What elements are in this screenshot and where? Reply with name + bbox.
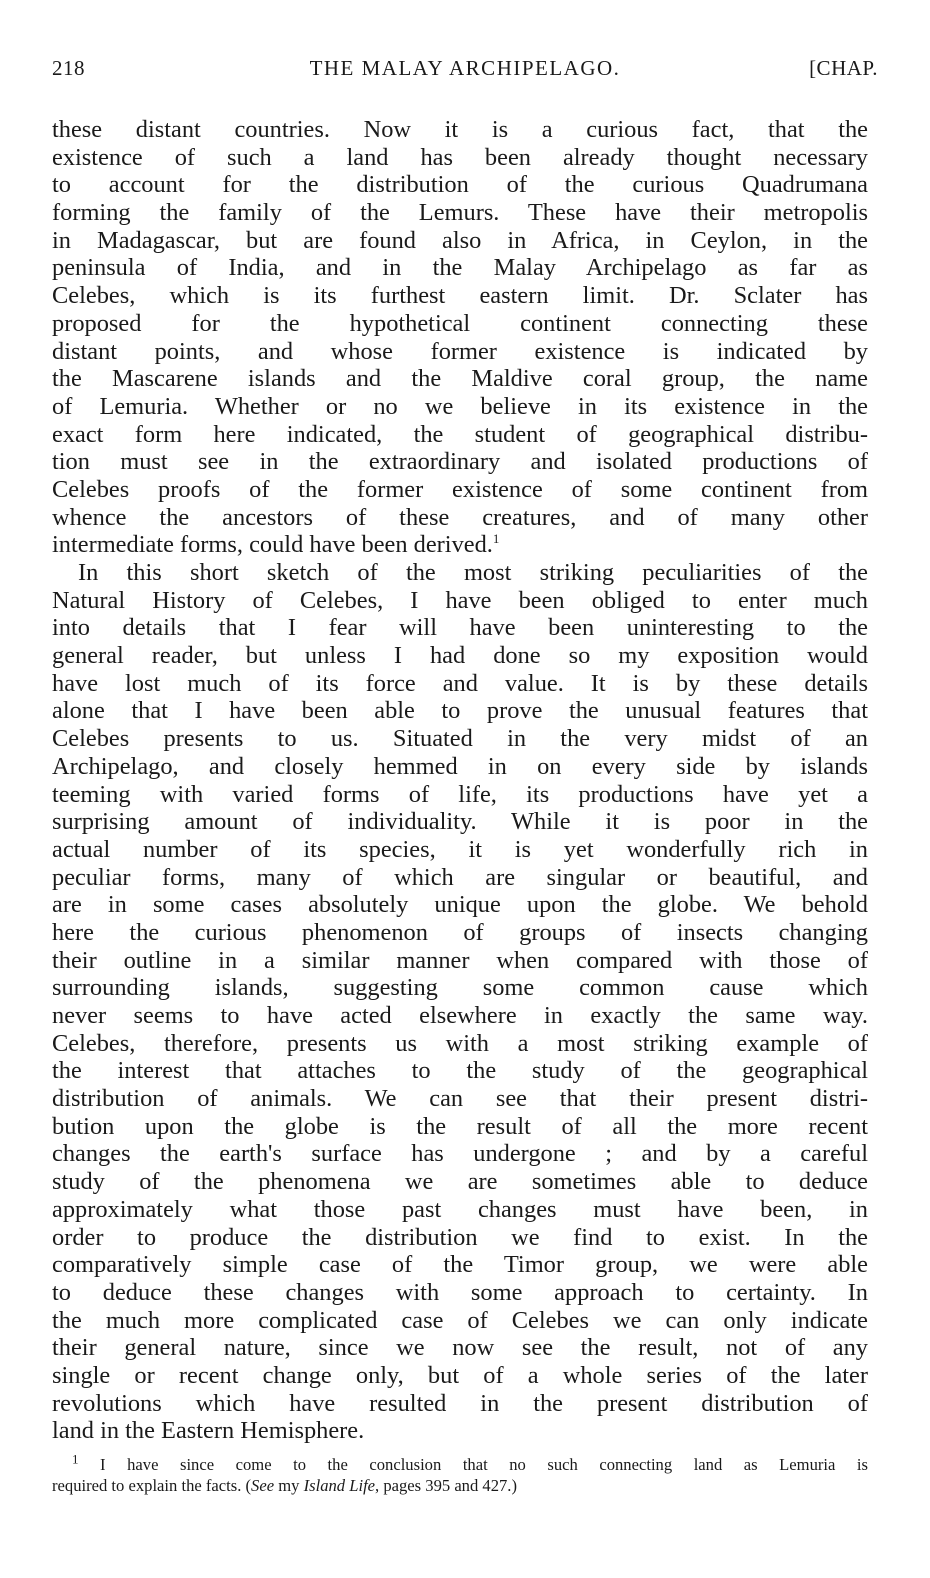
- text-line: [52, 254, 868, 282]
- line-text: approximately what those past changes must have been, in: [52, 1195, 868, 1223]
- line-text: In this short sketch of the most striking peculiarities of the: [78, 559, 868, 586]
- text-line: [52, 448, 868, 476]
- text-line: [52, 974, 868, 1002]
- line-text: their general nature, since we now see the result, not of any: [52, 1334, 868, 1362]
- text-line: [52, 864, 868, 892]
- footnote-pages: , pages 395 and 427.): [375, 1476, 517, 1495]
- text-line: [52, 670, 868, 698]
- line-text: in Madagascar, but are found also in Africa, in Ceylon, in the: [52, 226, 868, 254]
- line-text: Celebes, therefore, presents us with a most striking example of: [52, 1029, 868, 1057]
- text-line: [52, 559, 868, 587]
- line-text: revolutions which have resulted in the present distribution of: [52, 1389, 868, 1417]
- line-text: surprising amount of individuality. While it is poor in the: [52, 808, 868, 836]
- text-line: [52, 365, 868, 393]
- text-line: [52, 1390, 868, 1418]
- text-line: [52, 476, 868, 504]
- text-line: [52, 725, 868, 753]
- line-text: these distant countries. Now it is a curious fact, that the: [52, 116, 868, 143]
- footnote-reference[interactable]: 1: [492, 531, 500, 547]
- line-text: Archipelago, and closely hemmed in on every side by islands: [52, 752, 868, 780]
- line-text: whence the ancestors of these creatures, and of many other: [52, 503, 868, 531]
- text-line: [52, 1279, 868, 1307]
- running-title: THE MALAY ARCHIPELAGO.: [309, 56, 621, 80]
- line-text: order to produce the distribution we find to exist. In the: [52, 1223, 868, 1251]
- line-text: alone that I have been able to prove the unusual features that: [52, 697, 868, 725]
- text-line: [52, 1030, 868, 1058]
- text-line: [52, 1251, 868, 1279]
- text-line: [52, 1002, 868, 1030]
- line-text: of Lemuria. Whether or no we believe in its existence in the: [52, 392, 868, 420]
- line-text: to account for the distribution of the curious Quadrumana: [52, 171, 868, 199]
- line-text: intermediate forms, could have been derived.: [52, 531, 493, 559]
- footnote-see: See: [251, 1476, 275, 1495]
- line-text: peninsula of India, and in the Malay Archipelago as far as: [52, 254, 868, 282]
- line-text: tion must see in the extraordinary and isolated productions of: [52, 448, 868, 476]
- text-line: [52, 504, 868, 532]
- line-text: into details that I fear will have been uninteresting to the: [52, 614, 868, 642]
- text-line: [52, 947, 868, 975]
- line-text: changes the earth's surface has undergone ; and by a careful: [52, 1140, 868, 1168]
- footnote-line-1: [52, 1451, 868, 1475]
- text-line: [52, 1307, 868, 1335]
- footnote-my: my: [274, 1476, 304, 1495]
- line-text: never seems to have acted elsewhere in exactly the same way.: [52, 1002, 868, 1029]
- line-text: surrounding islands, suggesting some common cause which: [52, 974, 868, 1002]
- line-text: existence of such a land has been already thought necessary: [52, 143, 868, 171]
- book-title: Island Life: [303, 1476, 376, 1495]
- line-text: Celebes, which is its furthest eastern limit. Dr. Sclater has: [52, 282, 868, 310]
- text-line: [52, 1334, 868, 1362]
- line-text: here the curious phenomenon of groups of insects changing: [52, 918, 868, 946]
- text-line: [52, 1140, 868, 1168]
- line-text: land in the Eastern Hemisphere.: [52, 1417, 365, 1445]
- text-line: [52, 1168, 868, 1196]
- text-line: [52, 116, 868, 144]
- line-text: general reader, but unless I had done so my exposition would: [52, 642, 868, 670]
- line-text: Natural History of Celebes, I have been obliged to enter much: [52, 586, 868, 614]
- text-line: [52, 421, 868, 449]
- text-line: [52, 781, 868, 809]
- text-line: [52, 1224, 868, 1252]
- text-line: [52, 1057, 868, 1085]
- text-line: [52, 531, 868, 559]
- paragraph-2: [52, 559, 868, 1445]
- line-text: peculiar forms, many of which are singular or beautiful, and: [52, 863, 868, 891]
- text-line: [52, 1113, 868, 1141]
- text-line: [52, 1085, 868, 1113]
- text-line: [52, 310, 868, 338]
- line-text: are in some cases absolutely unique upon the globe. We behold: [52, 891, 868, 919]
- text-line: [52, 697, 868, 725]
- text-line: [52, 338, 868, 366]
- line-text: actual number of its species, it is yet wonderfully rich in: [52, 835, 868, 863]
- text-line: [52, 282, 868, 310]
- text-line: [52, 919, 868, 947]
- text-line: [52, 614, 868, 642]
- line-text: distant points, and whose former existence is indicated by: [52, 337, 868, 365]
- paragraph-1: [52, 116, 868, 559]
- line-text: forming the family of the Lemurs. These have their metropolis: [52, 199, 868, 227]
- line-text: to deduce these changes with some approach to certainty. In: [52, 1278, 868, 1306]
- line-text: comparatively simple case of the Timor group, we were able: [52, 1251, 868, 1279]
- text-line: [52, 642, 868, 670]
- body-text: [52, 116, 868, 1445]
- footnote-line-2: [52, 1475, 868, 1496]
- line-text: teeming with varied forms of life, its productions have yet a: [52, 780, 868, 808]
- line-text: the Mascarene islands and the Maldive coral group, the name: [52, 365, 868, 393]
- text-line: [52, 1417, 868, 1445]
- line-text: Celebes presents to us. Situated in the very midst of an: [52, 725, 868, 753]
- line-text: study of the phenomena we are sometimes able to deduce: [52, 1168, 868, 1196]
- line-text: the interest that attaches to the study of the geographical: [52, 1057, 868, 1085]
- chapter-marker: [CHAP.: [809, 56, 878, 80]
- text-line: [52, 144, 868, 172]
- line-text: single or recent change only, but of a whole series of the later: [52, 1361, 868, 1389]
- line-text: Celebes proofs of the former existence of some continent from: [52, 475, 868, 503]
- text-line: [52, 753, 868, 781]
- text-line: [52, 587, 868, 615]
- footnote-mark: 1: [72, 1451, 79, 1467]
- text-line: [52, 808, 868, 836]
- line-text: their outline in a similar manner when compared with those of: [52, 946, 868, 974]
- line-text: have lost much of its force and value. It is by these details: [52, 669, 868, 697]
- footnote: [52, 1451, 868, 1496]
- footnote-text-1: I have since come to the conclusion that no such connecting land as Lemuria is: [100, 1455, 868, 1474]
- line-text: bution upon the globe is the result of all the more recent: [52, 1112, 868, 1140]
- footnote-text-2: required to explain the facts. (: [52, 1476, 252, 1495]
- page-number: 218: [52, 56, 85, 80]
- text-line: [52, 393, 868, 421]
- text-line: [52, 891, 868, 919]
- line-text: proposed for the hypothetical continent connecting these: [52, 309, 868, 337]
- line-text: the much more complicated case of Celebes we can only indicate: [52, 1306, 868, 1334]
- line-text: exact form here indicated, the student of geographical distribu-: [52, 420, 868, 448]
- text-line: [52, 1362, 868, 1390]
- text-line: [52, 227, 868, 255]
- running-header: [52, 56, 878, 86]
- text-line: [52, 199, 868, 227]
- text-line: [52, 836, 868, 864]
- line-text: distribution of animals. We can see that their present distri-: [52, 1085, 868, 1113]
- text-line: [52, 171, 868, 199]
- text-line: [52, 1196, 868, 1224]
